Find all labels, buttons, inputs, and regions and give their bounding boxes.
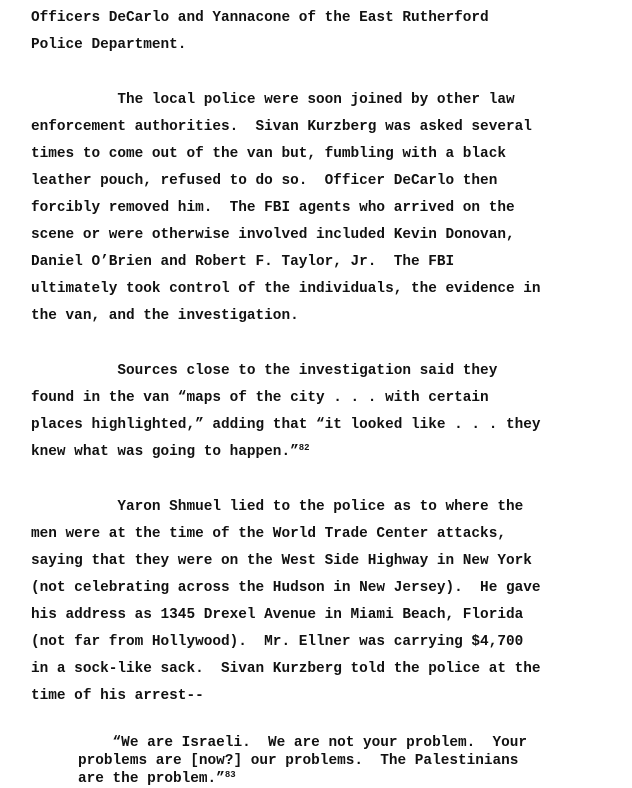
quote-line: are the problem.”: [78, 771, 225, 787]
text-line: the van, and the investigation.: [31, 308, 299, 324]
footnote-marker: 82: [298, 443, 310, 453]
text-line: enforcement authorities. Sivan Kurzberg was asked several: [31, 119, 532, 135]
text-line: his address as 1345 Drexel Avenue in Miami Beach, Florida: [31, 607, 524, 623]
text-line: knew what was going to happen.”: [31, 444, 299, 460]
text-line: places highlighted,” adding that “it looked like . . . they: [31, 417, 541, 433]
text-line: men were at the time of the World Trade Center attacks,: [31, 526, 506, 542]
text-line: ultimately took control of the individuals, the evidence in: [31, 281, 541, 297]
text-line: Yaron Shmuel lied to the police as to where the: [31, 499, 524, 515]
quote-line-with-footnote: [78, 770, 236, 788]
text-line: found in the van “maps of the city . . . with certain: [31, 390, 489, 406]
text-line: Officers DeCarlo and Yannacone of the East Rutherford: [31, 10, 489, 26]
text-line: times to come out of the van but, fumbling with a black: [31, 146, 506, 162]
text-line: scene or were otherwise involved included Kevin Donovan,: [31, 227, 515, 243]
text-line: time of his arrest--: [31, 688, 204, 704]
text-line: (not far from Hollywood). Mr. Ellner was carrying $4,700: [31, 634, 524, 650]
quote-line: problems are [now?] our problems. The Palestinians: [78, 753, 519, 769]
text-line-with-footnote: [31, 443, 310, 461]
quote-line: “We are Israeli. We are not your problem. Your: [78, 735, 528, 751]
text-line: leather pouch, refused to do so. Officer DeCarlo then: [31, 173, 498, 189]
text-line: saying that they were on the West Side Highway in New York: [31, 553, 532, 569]
text-line: forcibly removed him. The FBI agents who arrived on the: [31, 200, 515, 216]
text-line: Sources close to the investigation said they: [31, 363, 498, 379]
text-line: Police Department.: [31, 37, 187, 53]
text-line: The local police were soon joined by other law: [31, 92, 515, 108]
text-line: in a sock-like sack. Sivan Kurzberg told the police at the: [31, 661, 541, 677]
footnote-marker: 83: [224, 770, 236, 780]
text-line: Daniel O’Brien and Robert F. Taylor, Jr. The FBI: [31, 254, 455, 270]
text-line: (not celebrating across the Hudson in New Jersey). He gave: [31, 580, 541, 596]
